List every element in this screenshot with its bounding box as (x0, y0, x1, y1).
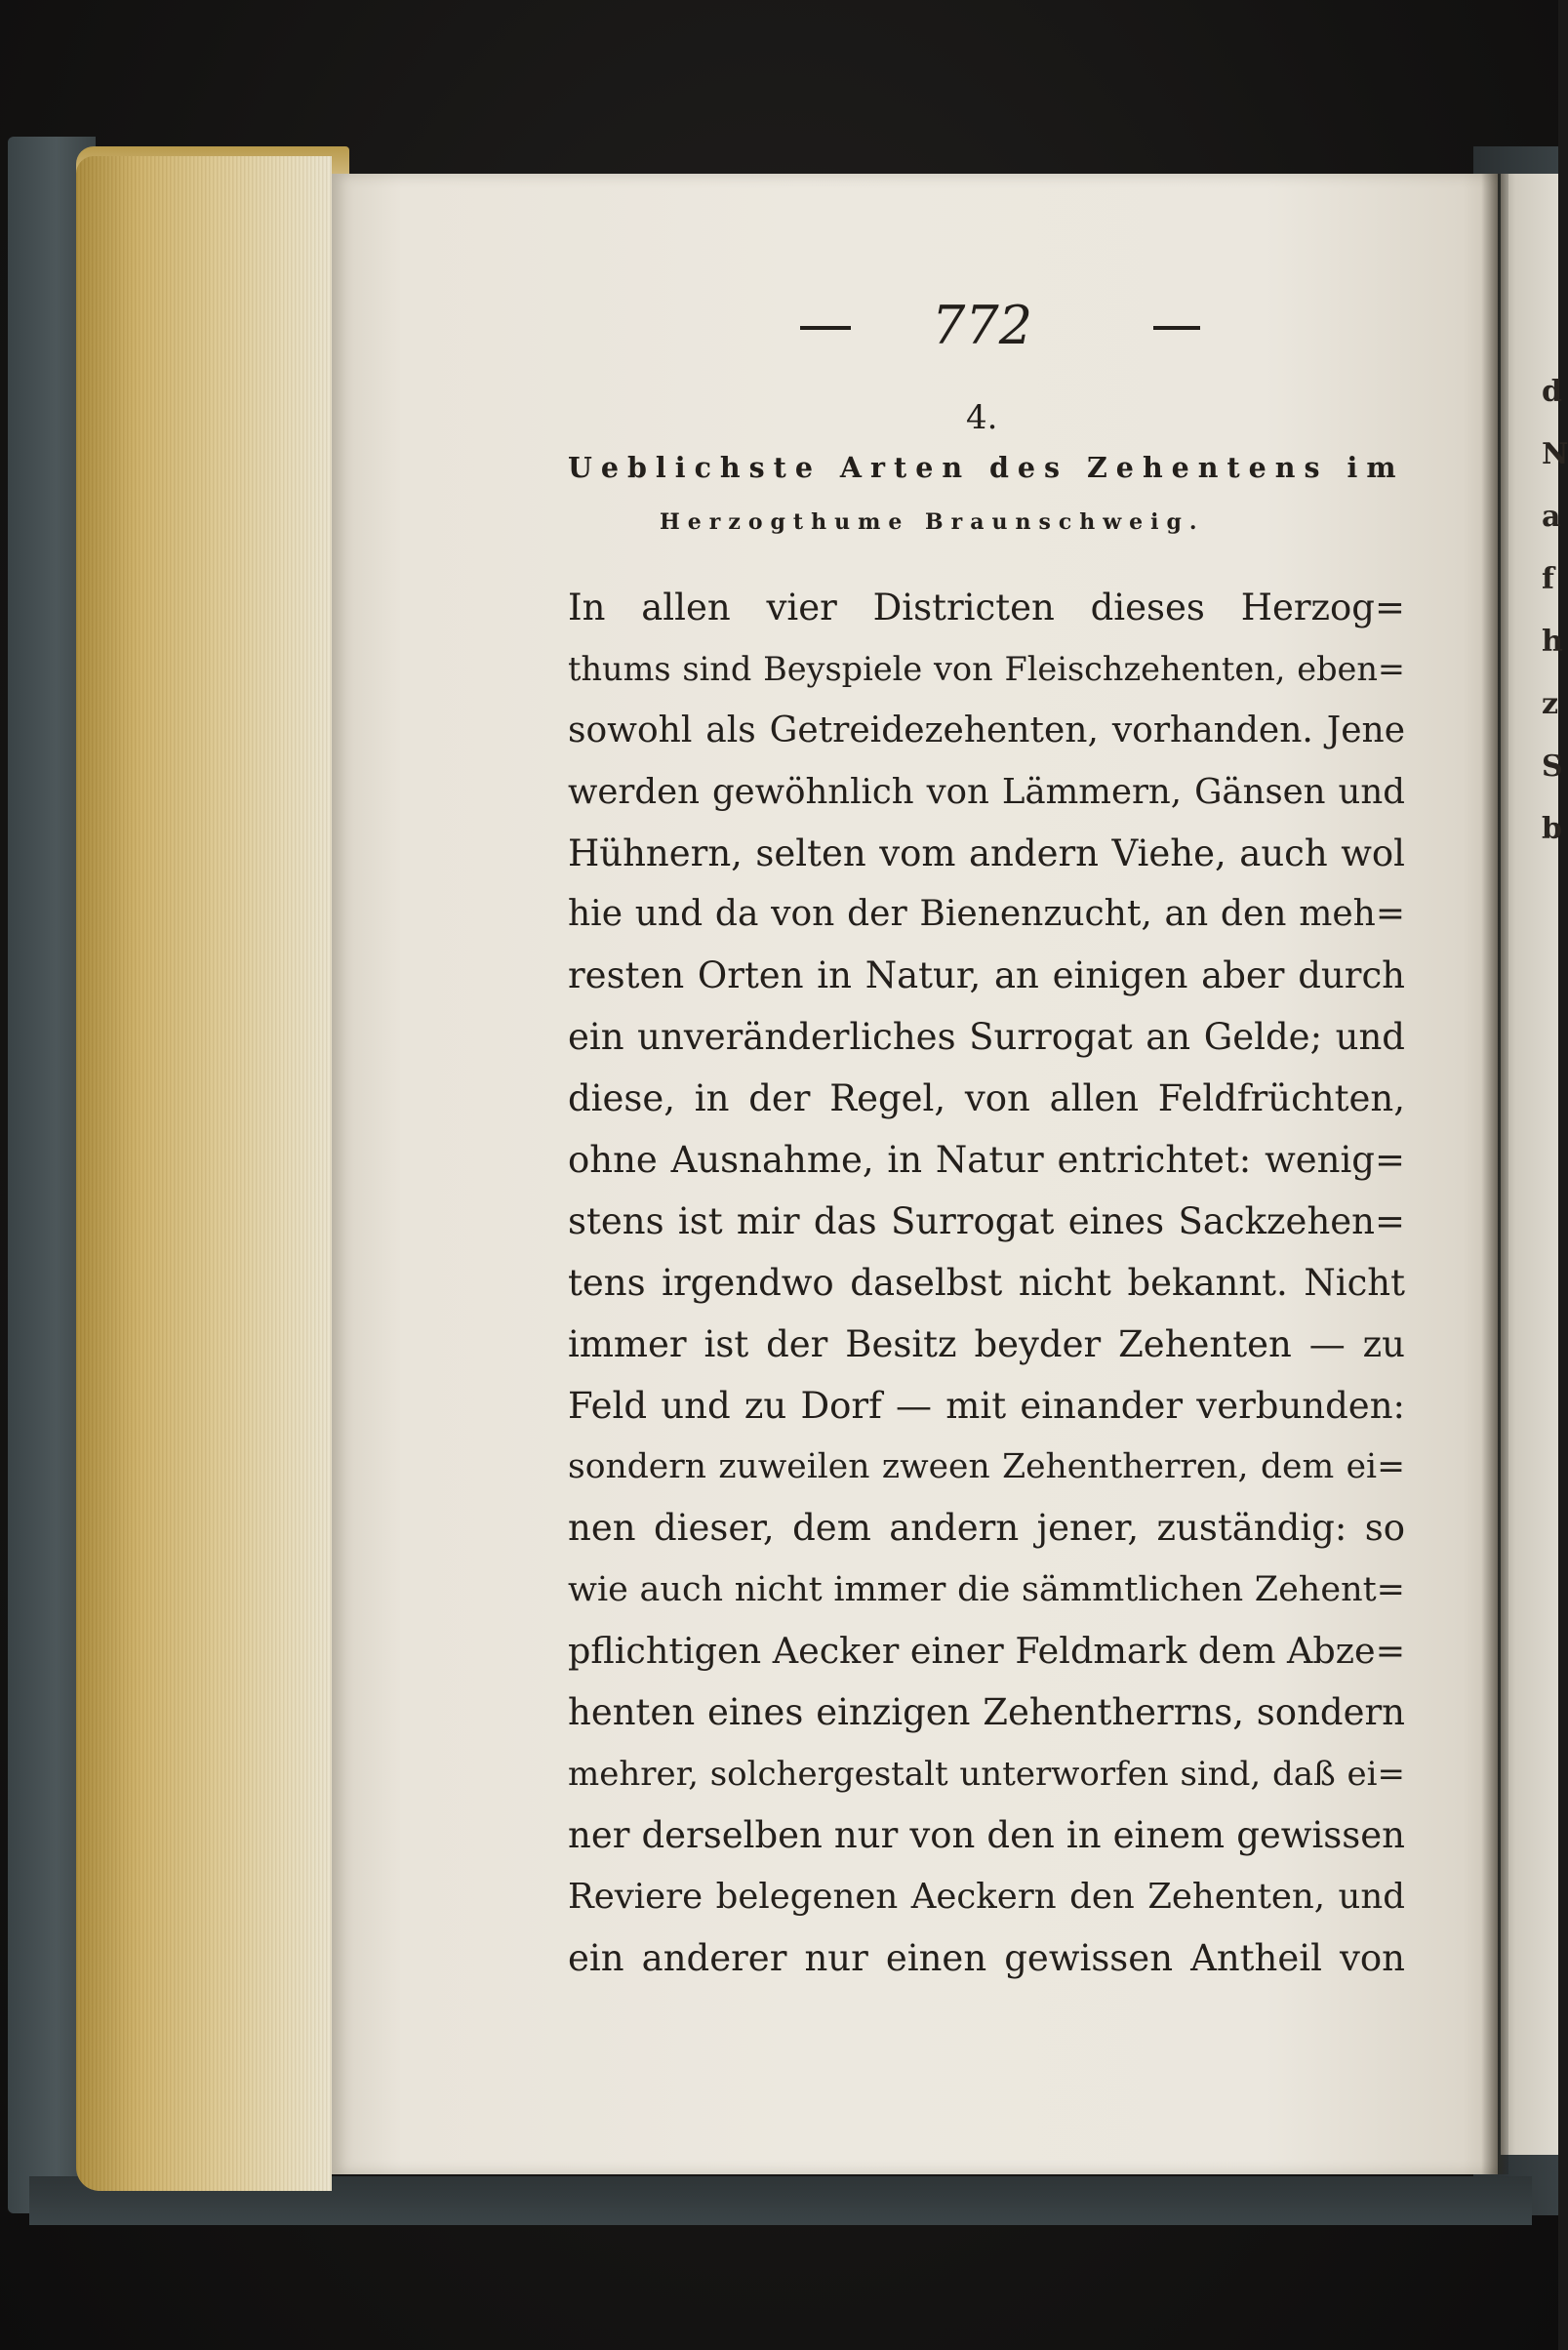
text-line: mehrer, solchergestalt unterworfen sind, daß ei= (568, 1754, 1405, 1794)
facing-page-text (1542, 361, 1568, 861)
text-line: hie und da von der Bienenzucht, an den meh= (568, 894, 1405, 935)
text-line: pflichtigen Aecker einer Feldmark dem Abze= (568, 1630, 1406, 1673)
text-line: diese, in der Regel, von allen Feldfrüchten, (568, 1077, 1405, 1120)
text-line: Reviere belegenen Aeckern den Zehenten, und (568, 1876, 1405, 1917)
text-line: thums sind Beyspiele von Fleischzehenten, eben= (568, 649, 1405, 688)
text-line: immer ist der Besitz beyder Zehenten — zu (568, 1322, 1405, 1365)
facing-letter: S (1542, 750, 1563, 784)
text-line: resten Orten in Natur, an einigen aber durch (568, 954, 1405, 997)
text-line: ohne Ausnahme, in Natur entrichtet: wenig= (568, 1139, 1405, 1182)
text-line: sondern zuweilen zween Zehentherren, dem ei= (568, 1447, 1405, 1487)
text-line: henten eines einzigen Zehentherrns, sondern (568, 1691, 1405, 1734)
text-line: Hühnern, selten vom andern Viehe, auch wol (568, 831, 1405, 874)
facing-letter: N (1542, 437, 1568, 471)
text-line: sowohl als Getreidezehenten, vorhanden. Jene (568, 709, 1405, 750)
facing-letter: a (1542, 500, 1561, 534)
text-line: In allen vier Districten dieses Herzog= (568, 587, 1405, 628)
text-line: ein anderer nur einen gewissen Antheil von (568, 1936, 1405, 1979)
text-line: ner derselben nur von den in einem gewissen (568, 1813, 1405, 1856)
section-number: 4. (966, 398, 998, 437)
gilded-page-edges (76, 156, 332, 2191)
text-line: tens irgendwo daselbst nicht bekannt. Nicht (568, 1261, 1405, 1304)
section-heading-line-2: Herzogthume Braunschweig. (660, 509, 1205, 535)
facing-letter: b (1542, 812, 1562, 846)
text-line: stens ist mir das Surrogat eines Sackzehen= (568, 1199, 1405, 1242)
running-head-dash-left (800, 326, 851, 330)
running-head-dash-right (1153, 326, 1200, 330)
running-head (800, 291, 1210, 369)
facing-letter: z (1542, 687, 1559, 721)
text-line: wie auch nicht immer die sämmtlichen Zehent= (568, 1570, 1405, 1610)
text-line: Feld und zu Dorf — mit einander verbunden: (568, 1384, 1405, 1427)
text-line: werden gewöhnlich von Lämmern, Gänsen und (568, 771, 1405, 812)
facing-letter: d (1542, 375, 1562, 409)
facing-letter: h (1542, 625, 1563, 659)
section-heading-line-1: Ueblichste Arten des Zehentens im (568, 451, 1405, 484)
book-gutter (1481, 174, 1508, 2174)
body-text (568, 578, 1405, 1989)
page-number: 772 (932, 295, 1033, 356)
facing-letter: f (1542, 562, 1554, 596)
text-line: nen dieser, dem andern jener, zuständig: so (568, 1507, 1405, 1550)
text-line: ein unveränderliches Surrogat an Gelde; und (568, 1016, 1405, 1059)
